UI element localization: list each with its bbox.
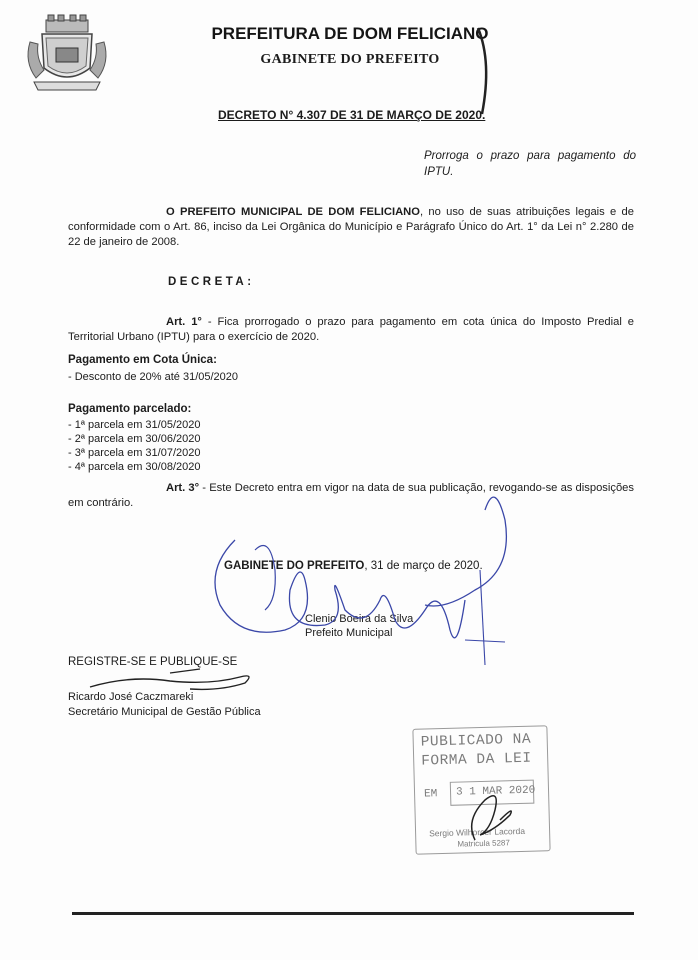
secretary-signature-block [68, 690, 261, 720]
mayor-name: Clenio Boeira da Silva [305, 613, 414, 625]
stamp-date: 3 1 MAR 2020 [455, 784, 536, 799]
publication-stamp [412, 725, 550, 854]
art3-label: Art. 3° [166, 482, 200, 494]
art1-text: - Fica prorrogado o prazo para pagamento em cota única do Imposto Predial e Territorial Urbano (IPTU) para o exercício de 2020. [68, 316, 634, 343]
stamp-official-reg: Matricula 5287 [457, 838, 510, 849]
intro-paragraph [68, 205, 634, 250]
parcela-item: - 2ª parcela em 30/06/2020 [68, 433, 201, 445]
office-subtitle: GABINETE DO PREFEITO [260, 52, 440, 67]
stamp-em-label: EM [423, 788, 438, 801]
parcela-item: - 1ª parcela em 31/05/2020 [68, 419, 201, 431]
stamp-line2: FORMA DA LEI [421, 750, 532, 770]
org-title: PREFEITURA DE DOM FELICIANO [211, 24, 489, 43]
ementa: Prorroga o prazo para pagamento do IPTU. [424, 150, 636, 178]
municipal-crest-icon [22, 12, 112, 94]
parcelado-title: Pagamento parcelado: [68, 403, 192, 415]
cota-unica-title: Pagamento em Cota Única: [68, 354, 217, 366]
decree-title: DECRETO N° 4.307 DE 31 DE MARÇO DE 2020. [218, 108, 486, 122]
closing-line [224, 560, 483, 572]
closing-place: GABINETE DO PREFEITO [224, 560, 365, 572]
intro-bold: O PREFEITO MUNICIPAL DE DOM FELICIANO [166, 206, 420, 218]
article-1 [68, 315, 634, 345]
mayor-role: Prefeito Municipal [305, 627, 393, 639]
secretary-name: Ricardo José Caczmareki [68, 691, 194, 703]
parcela-item: - 3ª parcela em 31/07/2020 [68, 447, 201, 459]
parcela-item: - 4ª parcela em 30/08/2020 [68, 461, 201, 473]
register-line: REGISTRE-SE E PUBLIQUE-SE [68, 656, 238, 668]
mayor-signature-block [305, 612, 413, 640]
cota-unica-item: - Desconto de 20% até 31/05/2020 [68, 371, 239, 383]
closing-date: , 31 de março de 2020. [364, 560, 483, 572]
secretary-role: Secretário Municipal de Gestão Pública [68, 706, 261, 718]
art1-label: Art. 1° [166, 316, 202, 328]
decreta-heading: DECRETA: [168, 276, 255, 288]
intro-text: , no uso de suas atribuições legais e de conformidade com o Art. 86, inciso da Lei Orgânica do Município e Parágrafo Único do Art. 1° da Lei n° 2.280 de 22 de janeiro de 2008. [68, 206, 634, 248]
stamp-line1: PUBLICADO NA [420, 731, 532, 751]
stamp-official-name: Sergio Wilhorcer Lacorda [428, 825, 526, 839]
bottom-divider [72, 912, 634, 915]
article-3 [68, 481, 634, 511]
art3-text: - Este Decreto entra em vigor na data de sua publicação, revogando-se as disposições em contrário. [68, 482, 635, 509]
